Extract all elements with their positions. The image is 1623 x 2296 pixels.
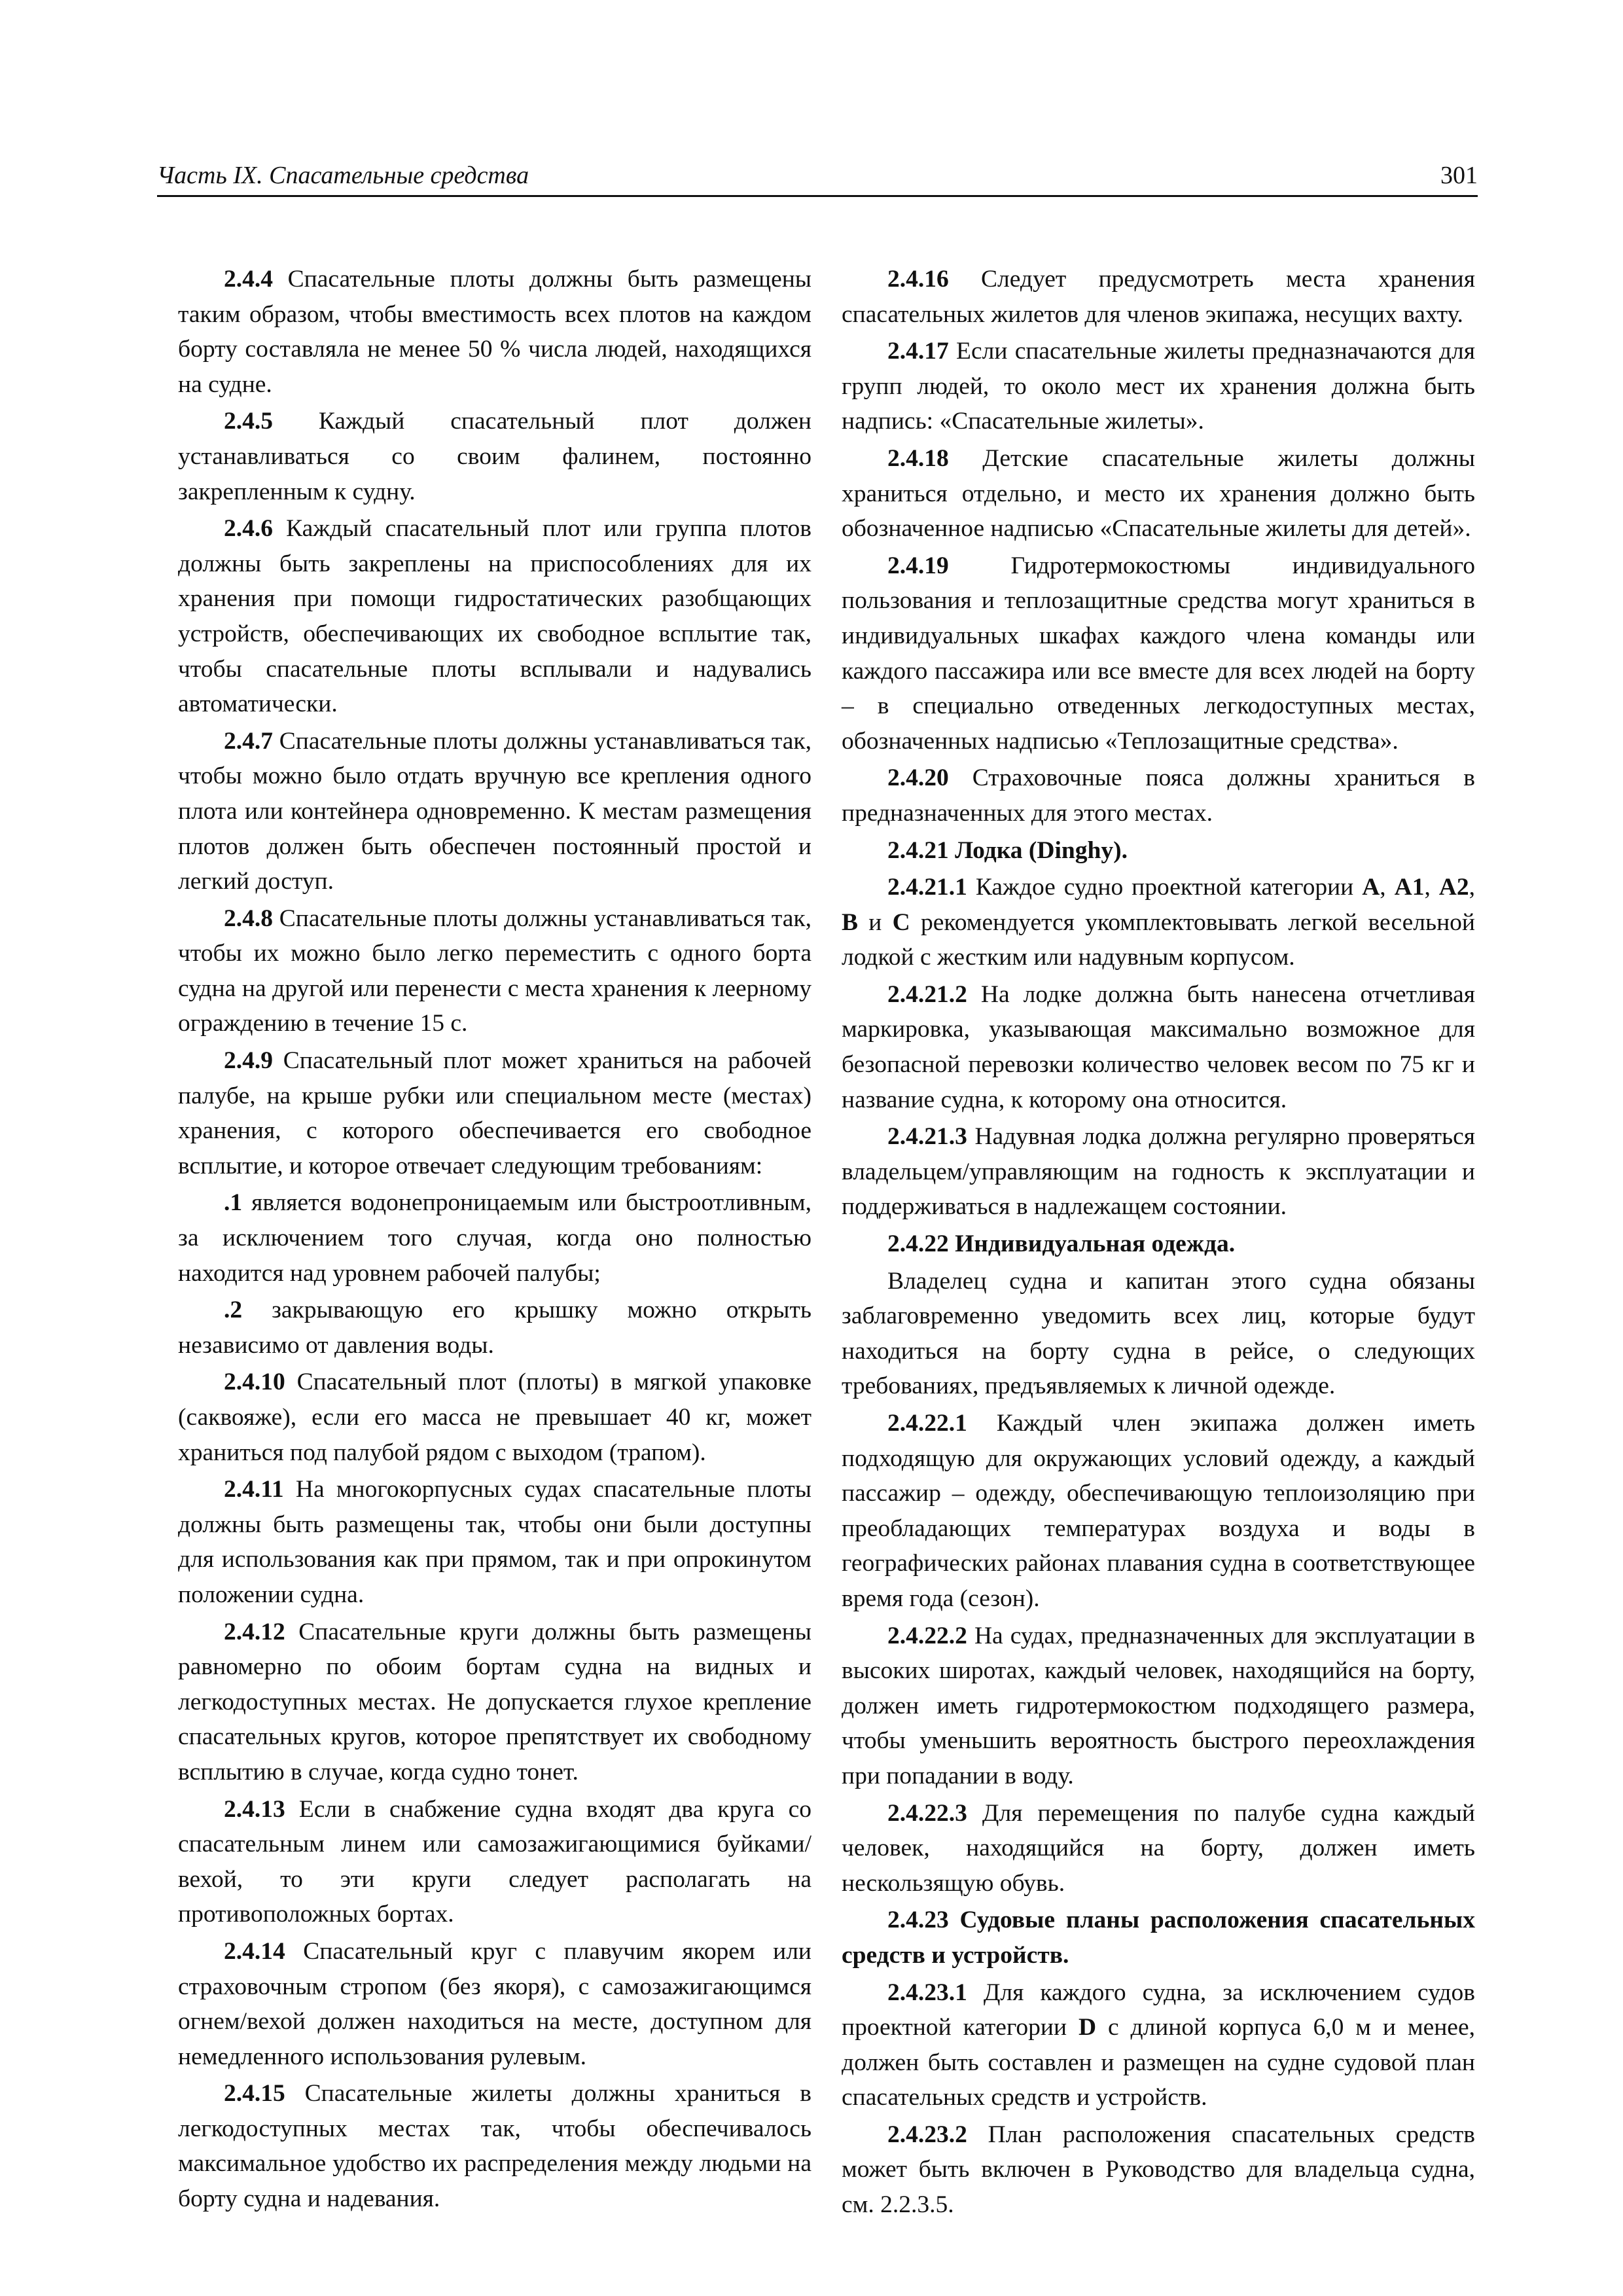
clause-number: 2.4.21.1 [887,874,967,901]
clause-number: 2.4.18 [887,444,949,472]
clause-text: Страховочные пояса должны храниться в предназначенных для этого местах. [842,764,1475,827]
clause-number: 2.4.4 [224,266,273,293]
right-column [842,262,1475,2225]
clause-number: 2.4.22.1 [887,1410,967,1437]
section-heading-dinghy: 2.4.21 Лодка (Dinghy). [887,836,1128,864]
clause-number: 2.4.21.2 [887,980,967,1008]
clause-number: 2.4.5 [224,408,273,435]
clause-text: Каждый спасательный плот должен устанавливаться со своим фалинем, постоянно закрепленным к судну. [178,408,812,505]
paragraph-2-4-23-2 [842,2117,1475,2223]
paragraph-2-4-22-1 [842,1406,1475,1617]
clause-number: 2.4.19 [887,552,949,579]
clause-text: Каждый член экипажа должен иметь подходящую для окружающих условий одежду, а каждый пассажир – одежду, обеспечивающую теплоизоляцию при преобладающих температурах воздуха и воды в географических районах плавания судна в соответствующее время года (сезон). [842,1410,1475,1612]
clause-number: 2.4.11 [224,1476,284,1503]
list-marker: .2 [224,1297,243,1324]
category-a: A [1362,874,1380,901]
clause-text: Каждое судно проектной категории [967,874,1363,901]
paragraph-2-4-12 [178,1615,812,1790]
clause-text: Гидротермокостюмы индивидуального пользования и теплозащитные средства могут храниться в индивидуальных шкафах каждого члена команды или каждого пассажира или все вместе для всех людей на борту – в специально отведенных легкодоступных местах, обозначенных надписью «Теплозащитные средства». [842,552,1475,755]
paragraph-2-4-18 [842,441,1475,547]
clause-text: Спасательные круги должны быть размещены равномерно по обоим бортам судна на видных и легкодоступных местах. Не допускается глухое крепление спасательных кругов, которое препятствует их свободному всплытию в случае, когда судно тонет. [178,1618,812,1785]
clause-number: 2.4.14 [224,1937,285,1965]
category-c: C [892,908,910,936]
clause-number: 2.4.10 [224,1369,285,1396]
paragraph-2-4-16 [842,262,1475,332]
clause-text: Если спасательные жилеты предназначаются для групп людей, то около мест их хранения должна быть надпись: «Спасательные жилеты». [842,338,1475,435]
section-heading-lifesaving-plans: 2.4.23 Судовые планы расположения спасательных средств и устройств. [842,1907,1475,1969]
clause-number: 2.4.8 [224,905,273,932]
clause-number: 2.4.12 [224,1618,285,1645]
clause-text: Спасательный плот (плоты) в мягкой упаковке (саквояже), если его масса не превышает 40 кг, может храниться под палубой рядом с выходом (трапом). [178,1369,812,1466]
paragraph-2-4-9 [178,1043,812,1183]
paragraph-2-4-15 [178,2076,812,2216]
paragraph-2-4-8 [178,901,812,1041]
paragraph-2-4-17 [842,334,1475,439]
clause-number: 2.4.22.2 [887,1622,967,1649]
paragraph-2-4-4 [178,262,812,402]
separator: , [1424,874,1439,901]
paragraph-2-4-20 [842,761,1475,831]
category-a1: A1 [1394,874,1425,901]
list-item-1 [178,1185,812,1291]
clause-text-end: рекомендуется укомплектовывать легкой весельной лодкой с жестким или надувным корпусом. [842,908,1475,971]
clause-text: Спасательные плоты должны устанавливаться так, чтобы их можно было легко переместить с одного борта судна на другой или перенести с места хранения к леерному ограждению в течение 15 с. [178,905,812,1037]
paragraph-2-4-10 [178,1365,812,1470]
paragraph-2-4-5 [178,404,812,509]
clause-number: 2.4.23.2 [887,2121,967,2148]
paragraph-2-4-21-2 [842,977,1475,1117]
paragraph-2-4-21-1 [842,870,1475,975]
paragraph-2-4-23-1 [842,1975,1475,2115]
separator: , [1469,874,1475,901]
paragraph-2-4-6 [178,511,812,722]
clause-text: На судах, предназначенных для эксплуатации в высоких широтах, каждый человек, находящийся на борту, должен иметь гидротермокостюм подходящего размера, чтобы уменьшить вероятность быстрого переохлаждения при попадании в воду. [842,1622,1475,1789]
clause-text: Спасательные плоты должны устанавливаться так, чтобы можно было отдать вручную все крепления одного плота или контейнера одновременно. К местам размещения плотов должен быть обеспечен постоянный простой и легкий доступ. [178,727,812,895]
running-title: Часть IX. Спасательные средства [157,162,529,189]
clause-text: План расположения спасательных средств может быть включен в Руководство для владельца судна, см. 2.2.3.5. [842,2121,1475,2219]
clause-number: 2.4.22.3 [887,1799,967,1827]
left-column [178,262,812,2219]
clause-number: 2.4.20 [887,764,949,792]
paragraph-2-4-19 [842,548,1475,759]
clause-text: Спасательные плоты должны быть размещены таким образом, чтобы вместимость всех плотов на каждом борту составляла не менее 50 % числа людей, находящихся на судне. [178,266,812,398]
clause-number: 2.4.9 [224,1047,273,1075]
clause-number: 2.4.15 [224,2080,285,2108]
clause-text: Для каждого судна, за исключением судов проектной категории [842,1979,1475,2041]
paragraph-2-4-21-3 [842,1119,1475,1225]
list-item-text: является водонепроницаемым или быстроотливным, за исключением того случая, когда оно полностью находится над уровнем рабочей палубы; [178,1189,812,1287]
category-a2: A2 [1438,874,1469,901]
paragraph-2-4-22-intro: Владелец судна и капитан этого судна обязаны заблаговременно уведомить всех лиц, которые будут находиться на борту судна в рейсе, о следующих требованиях, предъявляемых к личной одежде. [842,1267,1475,1400]
clause-text: Следует предусмотреть места хранения спасательных жилетов для членов экипажа, несущих вахту. [842,266,1475,328]
clause-text: На лодке должна быть нанесена отчетливая маркировка, указывающая максимально возможное для безопасной перевозки количество человек весом по 75 кг и название судна, к которому она относится. [842,980,1475,1113]
clause-number: 2.4.21.3 [887,1123,967,1151]
clause-text: Спасательный круг с плавучим якорем или страховочным стропом (без якоря), с самозажигающимся огнем/вехой должен находиться на месте, доступном для немедленного использования рулевым. [178,1937,812,2070]
page-number: 301 [1440,162,1478,189]
clause-text: Каждый спасательный плот или группа плотов должны быть закреплены на приспособлениях для их хранения при помощи гидростатических разобщающих устройств, обеспечивающих их свободное всплытие так, чтобы спасательные плоты всплывали и надувались автоматически. [178,515,812,718]
clause-number: 2.4.6 [224,515,273,543]
clause-number: 2.4.7 [224,727,273,755]
clause-text: Спасательный плот может храниться на рабочей палубе, на крыше рубки или специальном месте (местах) хранения, с которого обеспечивается его свободное всплытие, и которое отвечает следующим требованиям: [178,1047,812,1179]
list-item-text: закрывающую его крышку можно открыть независимо от давления воды. [178,1297,812,1359]
paragraph-2-4-14 [178,1934,812,2074]
category-d: D [1078,2014,1097,2041]
list-item-2 [178,1293,812,1363]
clause-text: Если в снабжение судна входят два круга со спасательным линем или самозажигающимися буйками/вехой, то эти круги следует располагать на противоположных бортах. [178,1795,812,1928]
paragraph-2-4-13 [178,1792,812,1932]
clause-text: Детские спасательные жилеты должны храниться отдельно, и место их хранения должно быть обозначенное надписью «Спасательные жилеты для детей». [842,444,1475,543]
paragraph-2-4-22-3 [842,1796,1475,1901]
paragraph-2-4-22-2 [842,1619,1475,1794]
page-header [157,154,1478,197]
clause-number: 2.4.23.1 [887,1979,967,2006]
clause-text: Спасательные жилеты должны храниться в легкодоступных местах так, чтобы обеспечивалось максимальное удобство их распределения между людьми на борту судна и надевания. [178,2080,812,2213]
separator: и [858,908,893,936]
clause-text: Надувная лодка должна регулярно проверяться владельцем/управляющим на годность к эксплуатации и поддерживаться в надлежащем состоянии. [842,1123,1475,1221]
section-heading-clothing: 2.4.22 Индивидуальная одежда. [887,1230,1236,1258]
clause-number: 2.4.17 [887,338,949,365]
list-marker: .1 [224,1189,243,1217]
category-b: B [842,908,859,936]
paragraph-2-4-11 [178,1472,812,1612]
clause-number: 2.4.16 [887,266,949,293]
clause-text: Для перемещения по палубе судна каждый человек, находящийся на борту, должен иметь нескользящую обувь. [842,1799,1475,1897]
clause-text-end: с длиной корпуса 6,0 м и менее, должен быть составлен и размещен на судне судовой план спасательных средств и устройств. [842,2014,1475,2111]
separator: , [1380,874,1395,901]
paragraph-2-4-7 [178,724,812,899]
clause-number: 2.4.13 [224,1795,285,1823]
clause-text: На многокорпусных судах спасательные плоты должны быть размещены так, чтобы они были доступны для использования как при прямом, так и при опрокинутом положении судна. [178,1476,812,1608]
